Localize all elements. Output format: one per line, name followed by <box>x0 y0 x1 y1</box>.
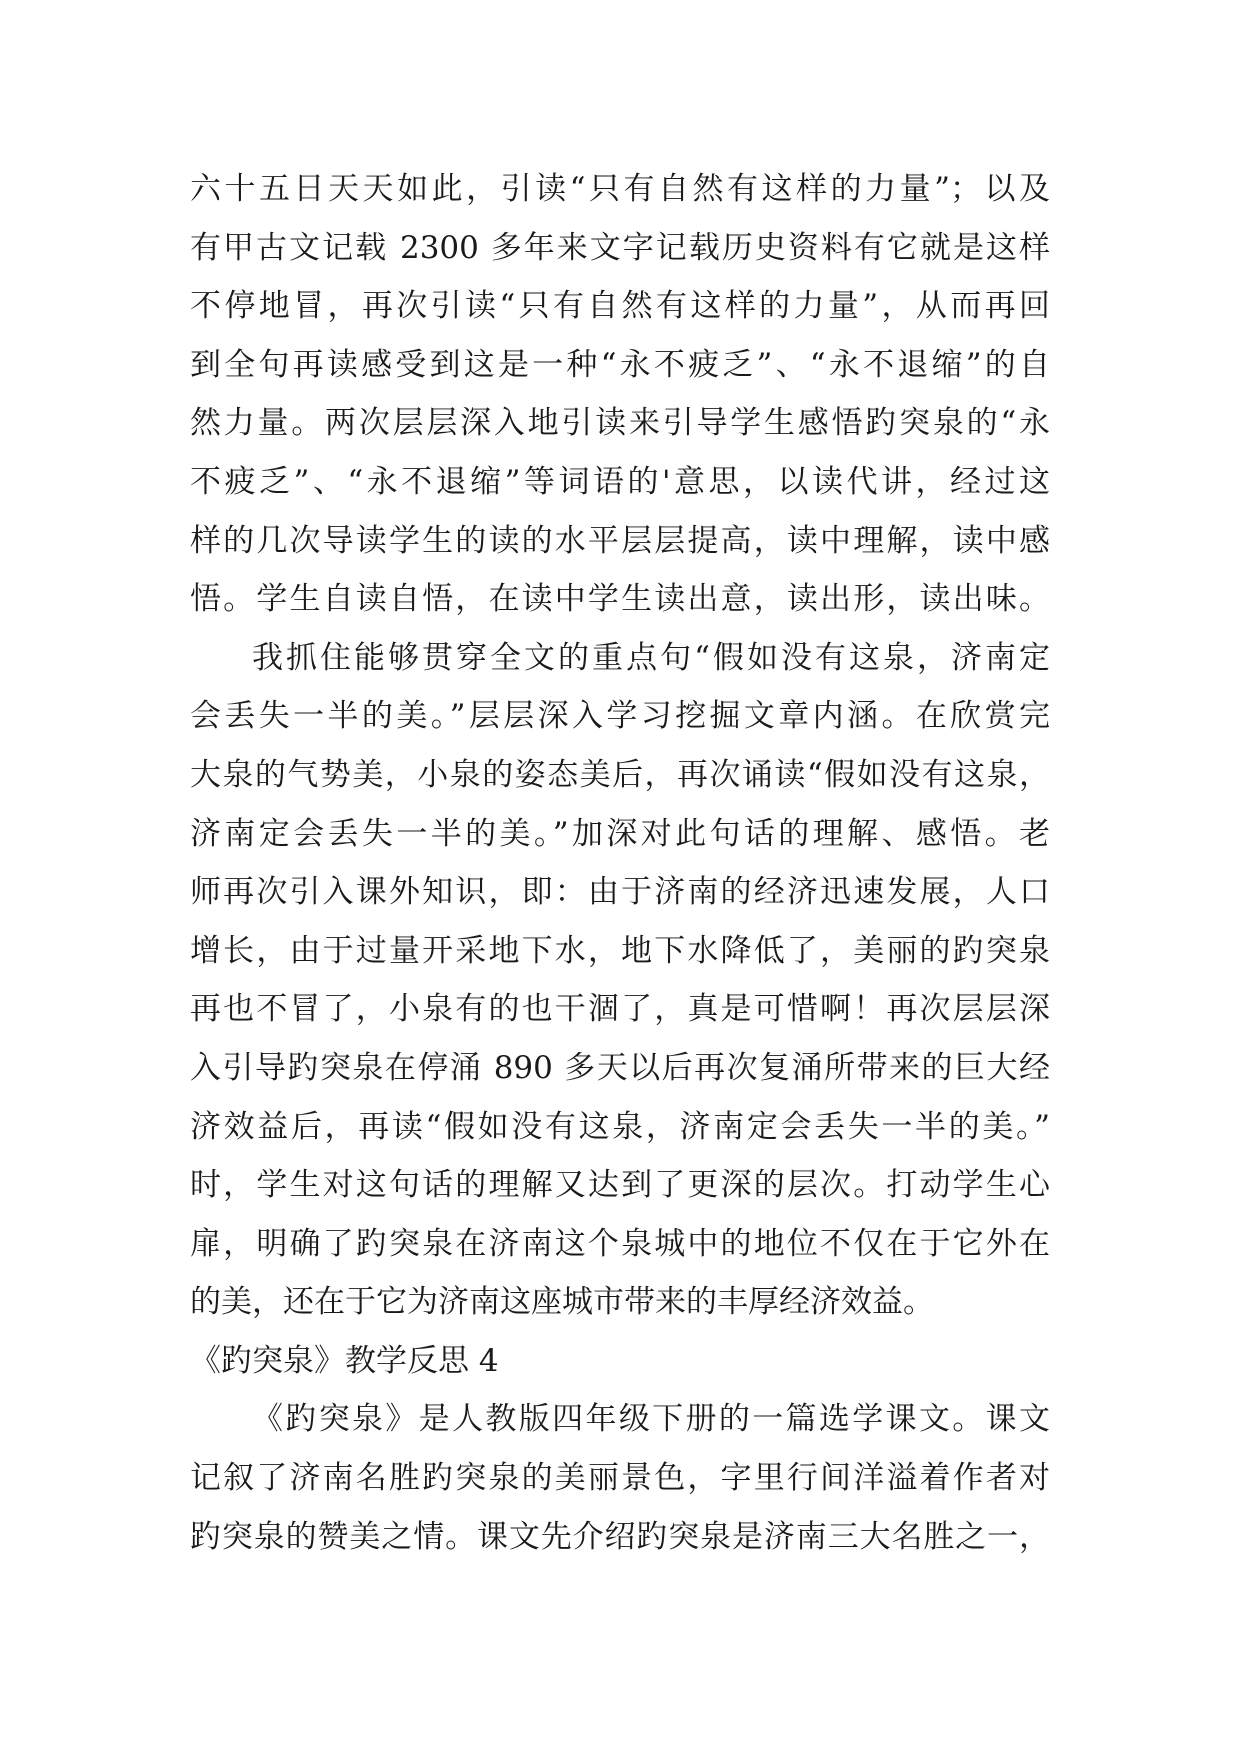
text-line: 大泉的气势美，小泉的姿态美后，再次诵读“假如没有这泉， <box>190 756 1050 793</box>
document-page <box>190 160 1050 1566</box>
text-line: 记叙了济南名胜趵突泉的美丽景色，字里行间洋溢着作者对 <box>190 1460 1050 1497</box>
text-line: 趵突泉的赞美之情。课文先介绍趵突泉是济南三大名胜之一， <box>190 1518 1050 1555</box>
text-line: 会丢失一半的美。”层层深入学习挖掘文章内涵。在欣赏完 <box>190 698 1050 735</box>
text-line: 的美，还在于它为济南这座城市带来的丰厚经济效益。 <box>190 1284 934 1321</box>
section-heading: 《趵突泉》教学反思 4 <box>190 1342 499 1379</box>
text-line: 扉，明确了趵突泉在济南这个泉城中的地位不仅在于它外在 <box>190 1225 1050 1262</box>
text-line: 再也不冒了，小泉有的也干涸了，真是可惜啊！再次层层深 <box>190 991 1050 1028</box>
text-line: 我抓住能够贯穿全文的重点句“假如没有这泉，济南定 <box>252 639 1050 676</box>
text-line: 六十五日天天如此，引读“只有自然有这样的力量”；以及 <box>190 171 1050 207</box>
paragraph <box>190 629 1050 1332</box>
text-line: 不疲乏”、“永不退缩”等词语的'意思，以读代讲，经过这 <box>190 463 1050 500</box>
paragraph <box>190 1390 1050 1566</box>
text-line: 不停地冒，再次引读“只有自然有这样的力量”，从而再回 <box>190 288 1050 325</box>
text-line: 样的几次导读学生的读的水平层层提高，读中理解，读中感 <box>190 522 1050 559</box>
text-line: 济效益后，再读“假如没有这泉，济南定会丢失一半的美。” <box>190 1108 1050 1145</box>
text-line: 《趵突泉》是人教版四年级下册的一篇选学课文。课文 <box>252 1401 1050 1438</box>
text-line: 时，学生对这句话的理解又达到了更深的层次。打动学生心 <box>190 1167 1050 1204</box>
paragraph <box>190 160 1050 629</box>
text-line: 入引导趵突泉在停涌 890 多天以后再次复涌所带来的巨大经 <box>190 1049 1050 1086</box>
text-line: 到全句再读感受到这是一种“永不疲乏”、“永不退缩”的自 <box>190 346 1050 383</box>
text-line: 悟。学生自读自悟，在读中学生读出意，读出形，读出味。 <box>190 581 1050 618</box>
text-line: 有甲古文记载 2300 多年来文字记载历史资料有它就是这样 <box>190 229 1050 266</box>
text-line: 济南定会丢失一半的美。”加深对此句话的理解、感悟。老 <box>190 815 1050 852</box>
text-line: 增长，由于过量开采地下水，地下水降低了，美丽的趵突泉 <box>190 932 1050 969</box>
text-line: 然力量。两次层层深入地引读来引导学生感悟趵突泉的“永 <box>190 405 1050 442</box>
text-line: 师再次引入课外知识，即：由于济南的经济迅速发展，人口 <box>190 874 1050 911</box>
